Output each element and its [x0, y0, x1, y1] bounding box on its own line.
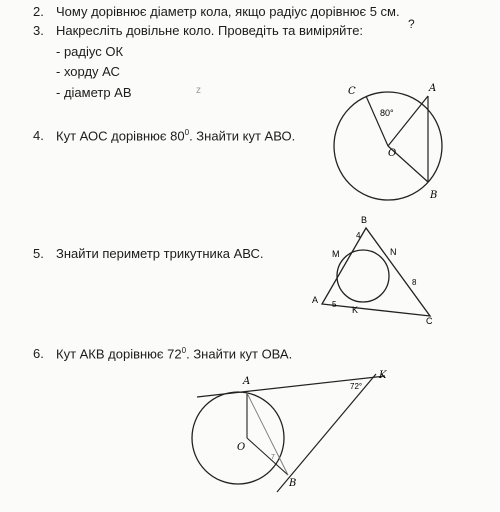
problem-4	[33, 128, 295, 143]
problem-6	[33, 346, 292, 361]
fig5-label-n: N	[390, 247, 397, 257]
fig5-incircle	[337, 250, 389, 302]
fig4-label-a: A	[429, 83, 437, 94]
subitem-chord: - хорду АС	[56, 64, 120, 79]
fig6-label-k: K	[379, 370, 387, 381]
problem-3-text: Накресліть довільне коло. Проведіть та виміряйте:	[56, 23, 364, 38]
figure-6-tangents	[185, 362, 400, 512]
problem-4-text-pre: Кут АОС дорівнює 80	[56, 128, 185, 144]
problem-6-text-pre: Кут АКВ дорівнює 72	[56, 346, 182, 362]
fig6-small-mark: 7	[271, 454, 275, 461]
fig6-label-o: O	[237, 442, 246, 453]
fig4-radius-oc	[366, 96, 388, 146]
problem-5-number: 5.	[33, 246, 44, 261]
problem-2	[33, 4, 400, 19]
fig6-tangent-kb	[277, 374, 376, 492]
question-mark: ?	[408, 17, 415, 31]
problem-5-text: Знайти периметр трикутника АВС.	[56, 246, 264, 261]
fig6-angle-label: 72°	[350, 382, 363, 391]
problem-3	[33, 23, 363, 38]
problem-6-degree: 0	[181, 346, 187, 355]
fig4-label-c: C	[348, 86, 356, 97]
fig5-label-m: M	[332, 249, 340, 259]
fig5-side-8: 8	[412, 278, 417, 287]
fig5-side-5: 5	[332, 300, 337, 309]
fig5-side-4: 4	[356, 231, 361, 240]
problem-6-text-post: . Знайти кут ОВА.	[186, 346, 293, 362]
fig5-label-b: B	[361, 215, 368, 225]
problem-5	[33, 246, 264, 261]
problem-4-number: 4.	[33, 128, 44, 144]
fig6-radius-ob	[247, 438, 288, 475]
fig4-radius-oa	[388, 96, 428, 146]
fig6-circle	[192, 392, 284, 484]
fig4-angle-label: 80°	[380, 108, 394, 118]
fig6-label-a: A	[243, 376, 251, 387]
fig6-label-b: B	[289, 478, 297, 489]
subitem-diameter: - діаметр АВ	[56, 85, 132, 100]
problem-4-text-post: . Знайти кут АВО.	[189, 128, 296, 144]
fig6-chord-ab	[247, 393, 288, 475]
problem-2-text: Чому дорівнює діаметр кола, якщо радіус дорівнює 5 см.	[56, 4, 400, 19]
problem-6-number: 6.	[33, 346, 44, 362]
stray-mark: z	[196, 85, 201, 96]
problem-4-degree: 0	[184, 128, 190, 137]
subitem-radius: - радіус ОК	[56, 44, 124, 59]
problem-2-number: 2.	[33, 4, 44, 19]
fig4-label-b: B	[430, 190, 438, 201]
figure-4-circle	[320, 80, 495, 215]
fig5-label-a: A	[312, 295, 319, 305]
fig5-triangle	[322, 228, 430, 316]
figure-5-triangle	[300, 208, 450, 333]
problem-3-number: 3.	[33, 23, 44, 38]
fig4-label-o: O	[388, 148, 397, 159]
fig5-label-c: C	[426, 316, 433, 326]
fig5-label-k: K	[352, 305, 359, 315]
